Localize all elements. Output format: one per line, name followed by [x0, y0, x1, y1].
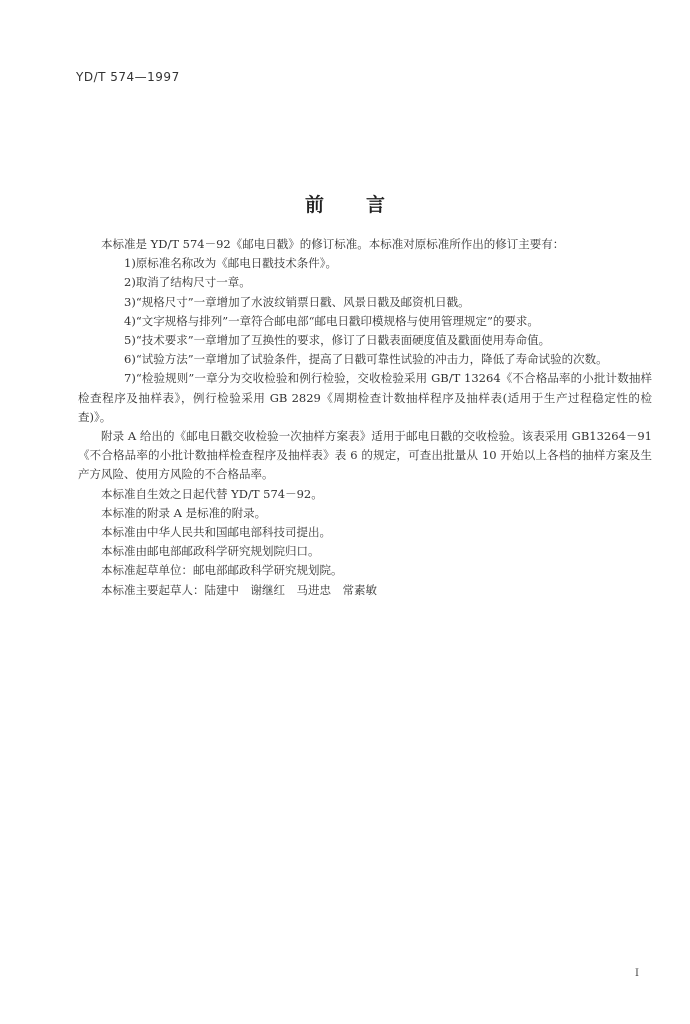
- drafters-paragraph: 本标准主要起草人：陆建中 谢继红 马进忠 常素敏: [101, 582, 377, 597]
- list-item-number: 1): [124, 256, 136, 271]
- list-item-number: 3): [124, 294, 136, 309]
- list-item: [78, 350, 652, 369]
- list-item-text: “试验方法”一章增加了试验条件，提高了日戳可靠性试验的冲击力，降低了寿命试验的次数。: [135, 352, 608, 367]
- administrator-paragraph: 本标准由邮电部邮政科学研究规划院归口。: [101, 544, 320, 559]
- list-item-number: 2): [124, 275, 136, 290]
- appendix-paragraph: 附录 A 给出的《邮电日戳交收检验一次抽样方案表》适用于邮电日戳的交收检验。该表采用 GB13264－91《不合格品率的小批计数抽样检查程序及抽样表》表 6 的规定，可查出批量从 10 开始以上各档的抽样方案及生产方风险、使用方风险的不合格品率。: [78, 429, 652, 482]
- proposer-paragraph: 本标准由中华人民共和国邮电部科技司提出。: [101, 525, 331, 540]
- list-item-text: 原标准名称改为《邮电日戳技术条件》。: [135, 256, 338, 271]
- list-item-text: 取消了结构尺寸一章。: [135, 275, 251, 290]
- list-item: [78, 369, 652, 427]
- document-body: [78, 235, 652, 600]
- list-item: [78, 331, 652, 350]
- page-title: 前言: [304, 194, 427, 216]
- list-item-number: 7): [124, 371, 136, 386]
- page-number: I: [635, 968, 639, 979]
- intro-paragraph: 本标准是 YD/T 574－92《邮电日戳》的修订标准。本标准对原标准所作出的修订主要有：: [101, 237, 565, 251]
- list-item-text: “文字规格与排列”一章符合邮电部“邮电日戳印模规格与使用管理规定”的要求。: [135, 313, 539, 328]
- appendix-note-paragraph: 本标准的附录 A 是标准的附录。: [101, 505, 267, 520]
- list-item-number: 4): [124, 313, 136, 328]
- drafting-unit-paragraph: 本标准起草单位：邮电部邮政科学研究规划院。: [101, 563, 343, 578]
- list-item-number: 6): [124, 352, 136, 367]
- list-item-number: 5): [124, 333, 136, 348]
- list-item-text: “检验规则”一章分为交收检验和例行检验，交收检验采用 GB/T 13264《不合格品率的小批计数抽样检查程序及抽样表》，例行检验采用 GB 2829《周期检查计数抽样程序及抽样表(适用于生产过程稳定性的检查)》。: [78, 371, 652, 424]
- list-item: [78, 293, 652, 312]
- list-item: [78, 273, 652, 292]
- list-item: [78, 254, 652, 273]
- list-item-text: “规格尺寸”一章增加了水波纹销票日戳、风景日戳及邮资机日戳。: [135, 294, 470, 309]
- list-item: [78, 312, 652, 331]
- list-item-text: “技术要求”一章增加了互换性的要求，修订了日戳表面硬度值及戳面使用寿命值。: [135, 333, 551, 348]
- standard-code: YD/T 574—1997: [76, 70, 180, 84]
- replacement-paragraph: 本标准自生效之日起代替 YD/T 574－92。: [101, 486, 323, 501]
